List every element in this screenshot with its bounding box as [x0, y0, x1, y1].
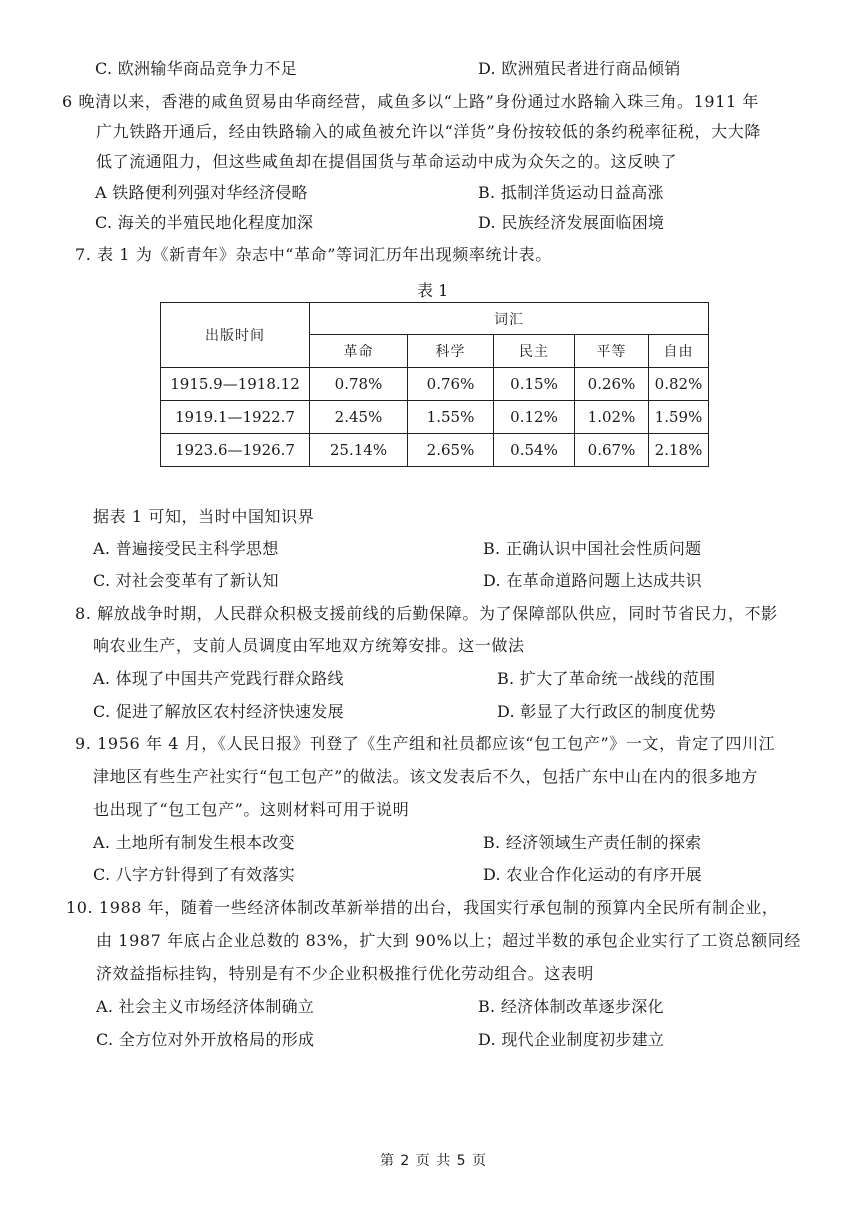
q6-stem-line-2: 广九铁路开通后，经由铁路输入的咸鱼被允许以“洋货”身份按较低的条约税率征税，大大降: [96, 122, 761, 141]
header-word: 科学: [408, 335, 494, 368]
q6-option-a: A 铁路便利列强对华经济侵略: [95, 183, 308, 202]
value-cell: 0.78%: [310, 368, 408, 401]
table-row: [161, 368, 709, 401]
q7-option-d: D. 在革命道路问题上达成共识: [483, 571, 702, 590]
table-caption: 表 1: [417, 281, 449, 300]
q5-option-c: C. 欧洲输华商品竞争力不足: [95, 59, 298, 78]
table-row: [161, 434, 709, 467]
q9-option-a: A. 土地所有制发生根本改变: [93, 833, 295, 852]
q9-stem-line-1: 9. 1956 年 4 月，《人民日报》刊登了《生产组和社员都应该“包工包产”》一文，肯定了四川江: [75, 734, 776, 753]
value-cell: 1.55%: [408, 401, 494, 434]
q10-option-a: A. 社会主义市场经济体制确立: [96, 997, 315, 1016]
header-words: 词汇: [310, 303, 709, 335]
q9-stem-line-2: 津地区有些生产社实行“包工包产”的做法。该文发表后不久，包括广东中山在内的很多地方: [93, 767, 758, 786]
q7-stem: 7. 表 1 为《新青年》杂志中“革命”等词汇历年出现频率统计表。: [75, 245, 552, 264]
value-cell: 0.82%: [649, 368, 709, 401]
q9-stem-line-3: 也出现了“包工包产”。这则材料可用于说明: [93, 800, 410, 819]
value-cell: 0.54%: [494, 434, 575, 467]
q10-option-c: C. 全方位对外开放格局的形成: [96, 1030, 315, 1049]
q8-option-c: C. 促进了解放区农村经济快速发展: [93, 702, 344, 721]
header-period: 出版时间: [161, 303, 310, 368]
q9-option-c: C. 八字方针得到了有效落实: [93, 865, 296, 884]
q7-option-b: B. 正确认识中国社会性质问题: [483, 539, 702, 558]
table-row: [161, 401, 709, 434]
period-cell: 1919.1—1922.7: [161, 401, 310, 434]
value-cell: 0.26%: [575, 368, 649, 401]
value-cell: 0.67%: [575, 434, 649, 467]
value-cell: 0.12%: [494, 401, 575, 434]
q6-option-d: D. 民族经济发展面临困境: [478, 213, 665, 232]
value-cell: 1.02%: [575, 401, 649, 434]
header-word: 平等: [575, 335, 649, 368]
q6-option-c: C. 海关的半殖民地化程度加深: [95, 213, 314, 232]
value-cell: 25.14%: [310, 434, 408, 467]
q6-stem-line-3: 低了流通阻力，但这些咸鱼却在提倡国货与革命运动中成为众矢之的。这反映了: [96, 152, 678, 171]
q10-stem-line-1: 10. 1988 年，随着一些经济体制改革新举措的出台，我国实行承包制的预算内全民所有制企业，: [66, 898, 779, 917]
q6-stem-line-1: 6 晚清以来，香港的咸鱼贸易由华商经营，咸鱼多以“上路”身份通过水路输入珠三角。1911 年: [62, 92, 760, 111]
q6-option-b: B. 抵制洋货运动日益高涨: [478, 183, 664, 202]
value-cell: 1.59%: [649, 401, 709, 434]
header-word: 自由: [649, 335, 709, 368]
q8-stem-line-2: 响农业生产，支前人员调度由军地双方统筹安排。这一做法: [93, 636, 525, 655]
q8-option-a: A. 体现了中国共产党践行群众路线: [93, 669, 344, 688]
q10-option-b: B. 经济体制改革逐步深化: [478, 997, 664, 1016]
q8-option-d: D. 彰显了大行政区的制度优势: [497, 702, 716, 721]
value-cell: 2.45%: [310, 401, 408, 434]
q8-stem-line-1: 8. 解放战争时期，人民群众积极支援前线的后勤保障。为了保障部队供应，同时节省民力，不影: [75, 604, 778, 623]
header-word: 民主: [494, 335, 575, 368]
value-cell: 2.18%: [649, 434, 709, 467]
q7-option-a: A. 普遍接受民主科学思想: [93, 539, 279, 558]
q10-stem-line-2: 由 1987 年底占企业总数的 83%，扩大到 90%以上；超过半数的承包企业实行了工资总额同经: [96, 931, 801, 950]
q10-option-d: D. 现代企业制度初步建立: [478, 1030, 665, 1049]
q7-option-c: C. 对社会变革有了新认知: [93, 571, 279, 590]
q10-stem-line-3: 济效益指标挂钩，特别是有不少企业积极推行优化劳动组合。这表明: [96, 964, 595, 983]
q8-option-b: B. 扩大了革命统一战线的范围: [497, 669, 716, 688]
q9-option-d: D. 农业合作化运动的有序开展: [483, 865, 702, 884]
page-number: 第 2 页 共 5 页: [379, 1153, 488, 1169]
value-cell: 2.65%: [408, 434, 494, 467]
period-cell: 1923.6—1926.7: [161, 434, 310, 467]
header-word: 革命: [310, 335, 408, 368]
q7-followup: 据表 1 可知，当时中国知识界: [93, 507, 315, 526]
value-cell: 0.15%: [494, 368, 575, 401]
frequency-table: [160, 302, 709, 467]
value-cell: 0.76%: [408, 368, 494, 401]
period-cell: 1915.9—1918.12: [161, 368, 310, 401]
q9-option-b: B. 经济领域生产责任制的探索: [483, 833, 702, 852]
q5-option-d: D. 欧洲殖民者进行商品倾销: [478, 59, 681, 78]
